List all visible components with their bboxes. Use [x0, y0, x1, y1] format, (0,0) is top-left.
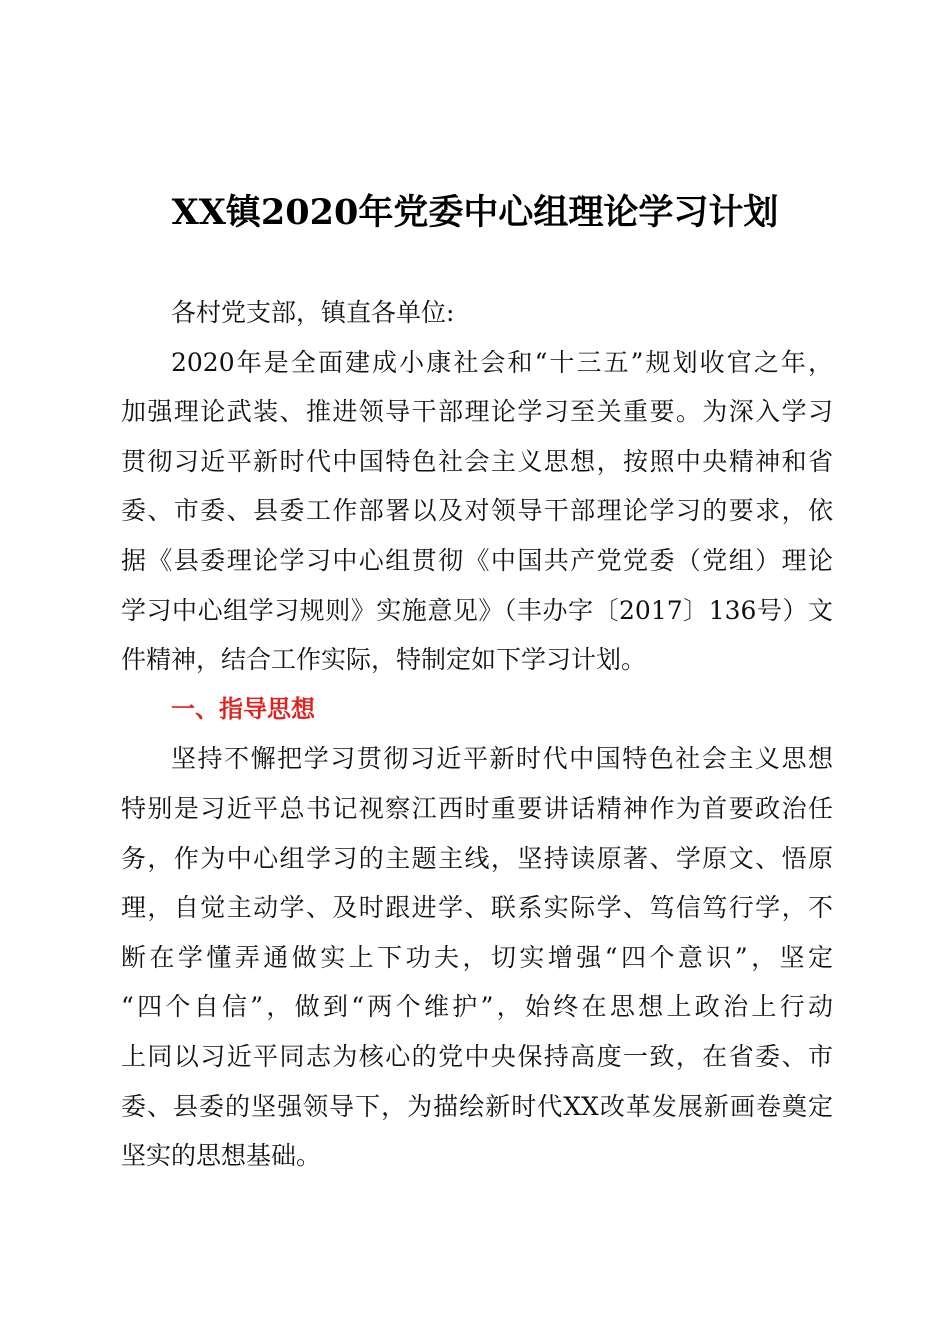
- intro-line: 2020年是全面建成小康社会和“十三五”规划收官之年，: [171, 347, 833, 377]
- section-line: “四个自信”，做到“两个维护”，始终在思想上政治上行动: [121, 992, 833, 1022]
- intro-line: 件精神，结合工作实际，特制定如下学习计划。: [121, 645, 647, 675]
- section-line: 坚实的思想基础。: [121, 1141, 322, 1171]
- salutation: 各村党支部，镇直各单位:: [171, 298, 455, 327]
- section-line: 断在学懂弄通做实上下功夫，切实增强“四个意识”，坚定: [121, 942, 833, 972]
- section-line: 务，作为中心组学习的主题主线，坚持读原著、学原文、悟原: [121, 843, 833, 873]
- section-line: 坚持不懈把学习贯彻习近平新时代中国特色社会主义思想: [171, 744, 833, 774]
- intro-line: 加强理论武装、推进领导干部理论学习至关重要。为深入学习: [121, 397, 833, 427]
- intro-line: 贯彻习近平新时代中国特色社会主义思想，按照中央精神和省: [121, 446, 833, 476]
- intro-line: 学习中心组学习规则》实施意见》（丰办字〔2017〕136号）文: [121, 595, 833, 625]
- section-line: 上同以习近平同志为核心的党中央保持高度一致，在省委、市: [121, 1041, 833, 1071]
- section-line: 委、县委的坚强领导下，为描绘新时代XX改革发展新画卷奠定: [121, 1091, 833, 1121]
- section-heading: 一、指导思想: [171, 694, 315, 723]
- section-line: 理，自觉主动学、及时跟进学、联系实际学、笃信笃行学，不: [121, 893, 833, 923]
- document-body: [121, 288, 833, 1181]
- document-title: XX镇2020年党委中心组理论学习计划: [171, 192, 779, 233]
- intro-line: 委、市委、县委工作部署以及对领导干部理论学习的要求，依: [121, 496, 833, 526]
- intro-line: 据《县委理论学习中心组贯彻《中国共产党党委（党组）理论: [121, 545, 833, 575]
- section-line: 特别是习近平总书记视察江西时重要讲话精神作为首要政治任: [121, 793, 833, 823]
